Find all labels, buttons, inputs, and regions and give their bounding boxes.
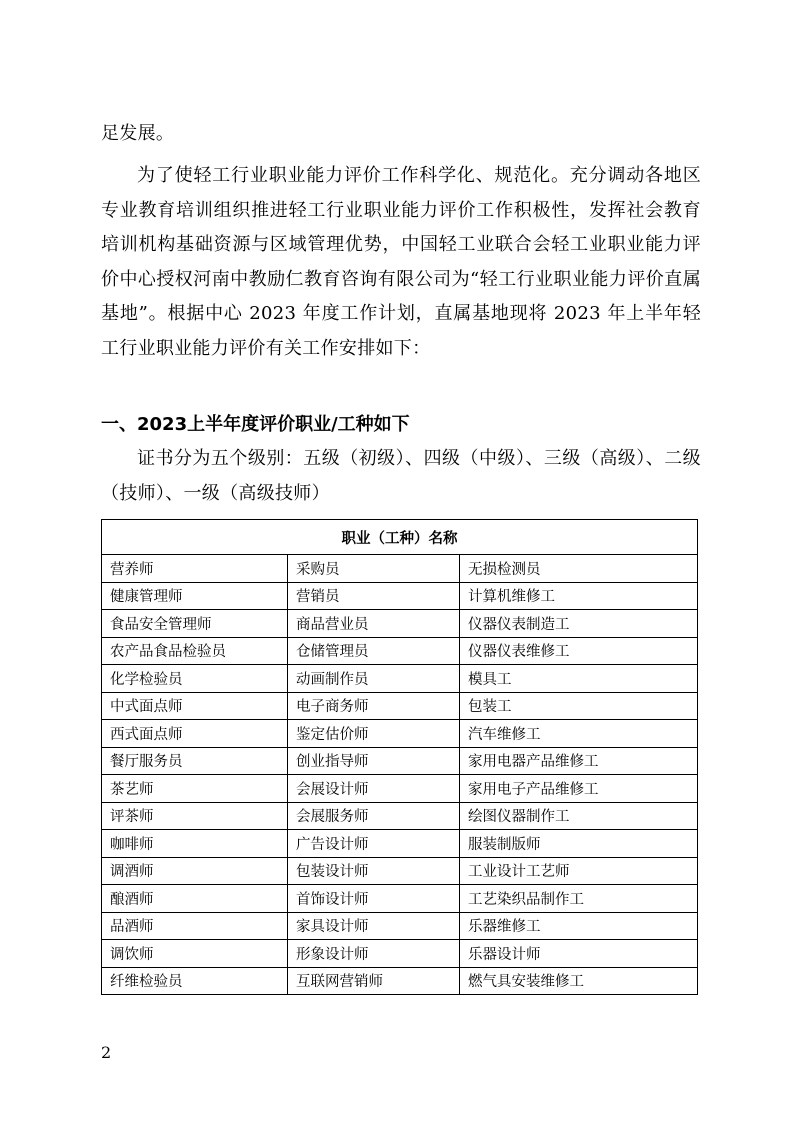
table-row [102,720,698,748]
table-cell: 鉴定估价师 [288,720,460,748]
table-row [102,610,698,638]
paragraph-continuation: 足发展。 [101,123,175,144]
table-cell: 仪器仪表维修工 [460,637,698,665]
table-cell: 会展服务师 [288,802,460,830]
table-row [102,940,698,968]
table-cell: 动画制作员 [288,665,460,693]
table-row [102,665,698,693]
table-cell: 家用电子产品维修工 [460,775,698,803]
table-row [102,692,698,720]
table-cell: 茶艺师 [102,775,288,803]
table-cell: 包装工 [460,692,698,720]
table-cell: 营销员 [288,582,460,610]
table-cell: 包装设计师 [288,857,460,885]
table-cell: 计算机维修工 [460,582,698,610]
table-cell: 形象设计师 [288,940,460,968]
table-row [102,747,698,775]
table-cell: 模具工 [460,665,698,693]
table-cell: 电子商务师 [288,692,460,720]
table-cell: 燃气具安装维修工 [460,967,698,995]
occupation-table [101,519,698,995]
table-cell: 纤维检验员 [102,967,288,995]
table-row [102,637,698,665]
section-heading: 一、2023上半年度评价职业/工种如下 [101,414,410,435]
table-row [102,967,698,995]
table-cell: 广告设计师 [288,830,460,858]
table-row [102,912,698,940]
table-cell: 工艺染织品制作工 [460,885,698,913]
table-cell: 仓储管理员 [288,637,460,665]
table-cell: 食品安全管理师 [102,610,288,638]
table-cell: 农产品食品检验员 [102,637,288,665]
table-cell: 评茶师 [102,802,288,830]
table-cell: 乐器维修工 [460,912,698,940]
table-cell: 仪器仪表制造工 [460,610,698,638]
table-row [102,582,698,610]
table-cell: 西式面点师 [102,720,288,748]
table-cell: 营养师 [102,555,288,583]
paragraph-intro: 为了使轻工行业职业能力评价工作科学化、规范化。充分调动各地区专业教育培训组织推进轻工行业职业能力评价工作积极性，发挥社会教育培训机构基础资源与区域管理优势，中国轻工业联合会轻工业职业能力评价中心授权河南中教励仁教育咨询有限公司为“轻工行业职业能力评价直属基地”。根据中心 2023 年度工作计划，直属基地现将 2023 年上半年轻工行业职业能力评价有关工作安排如下： [101,165,701,359]
table-row [102,830,698,858]
table-cell: 化学检验员 [102,665,288,693]
table-cell: 采购员 [288,555,460,583]
table-cell: 咖啡师 [102,830,288,858]
table-cell: 互联网营销师 [288,967,460,995]
table-cell: 工业设计工艺师 [460,857,698,885]
page-number: 2 [101,1043,112,1062]
table-header-row [102,520,698,555]
table-cell: 家具设计师 [288,912,460,940]
table-cell: 调酒师 [102,857,288,885]
table-cell: 无损检测员 [460,555,698,583]
table-cell: 品酒师 [102,912,288,940]
table-cell: 汽车维修工 [460,720,698,748]
table-row [102,555,698,583]
table-cell: 乐器设计师 [460,940,698,968]
table-row [102,802,698,830]
table-cell: 服装制版师 [460,830,698,858]
table-row [102,885,698,913]
table-header: 职业（工种）名称 [102,520,698,555]
table-cell: 调饮师 [102,940,288,968]
paragraph-certificate-levels: 证书分为五个级别：五级（初级）、四级（中级）、三级（高级）、二级（技师）、一级（高级技师） [101,448,701,504]
table-cell: 绘图仪器制作工 [460,802,698,830]
table-cell: 家用电器产品维修工 [460,747,698,775]
table-cell: 创业指导师 [288,747,460,775]
table-row [102,775,698,803]
table-cell: 酿酒师 [102,885,288,913]
table-cell: 中式面点师 [102,692,288,720]
table-body [102,555,698,995]
table-cell: 会展设计师 [288,775,460,803]
table-cell: 餐厅服务员 [102,747,288,775]
table-cell: 商品营业员 [288,610,460,638]
table-row [102,857,698,885]
table-cell: 健康管理师 [102,582,288,610]
table-cell: 首饰设计师 [288,885,460,913]
